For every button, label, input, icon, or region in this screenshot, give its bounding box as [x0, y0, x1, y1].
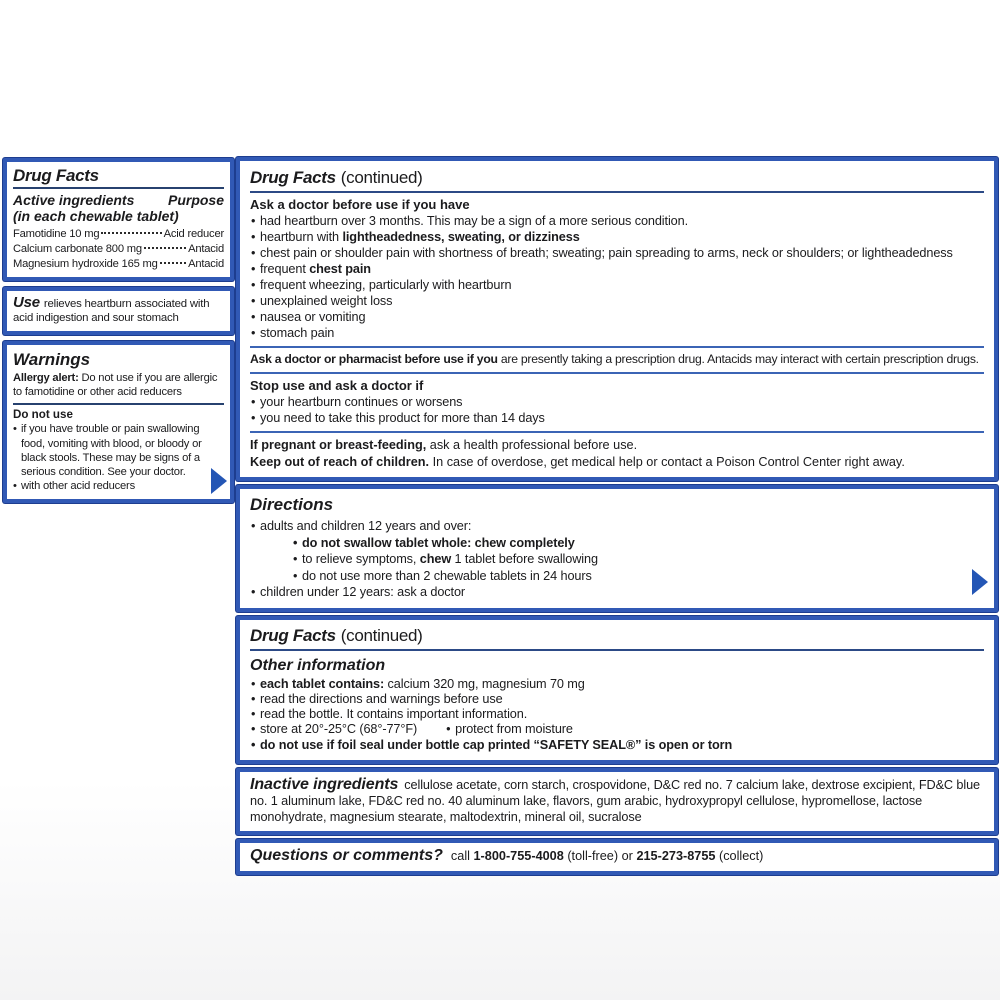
bullet-text: frequent	[260, 262, 310, 276]
use-text: relieves heartburn associated with acid indigestion and sour stomach	[13, 298, 210, 324]
ingredient-purpose: Antacid	[188, 258, 224, 270]
directions-sub-bullet	[292, 551, 984, 568]
drug-facts-continued-title	[250, 167, 984, 188]
or-label: or	[621, 849, 633, 864]
questions-heading: Questions or comments?	[250, 847, 443, 865]
ask-pharmacist-line	[250, 352, 984, 367]
ask-pharmacist-text: are presently taking a prescription drug. Antacids may interact with certain prescription drugs.	[497, 352, 979, 366]
ask-doctor-bullet: • had heartburn over 3 months. This may be a sign of a more serious condition.	[250, 213, 984, 229]
keep-out-bold: Keep out of reach of children.	[250, 454, 430, 469]
warnings-section	[3, 341, 234, 503]
allergy-alert	[13, 371, 224, 399]
ask-doctor-bullet: • nausea or vomiting	[250, 309, 984, 325]
directions-sub-bullet: • do not use more than 2 chewable tablets in 24 hours	[292, 568, 984, 585]
title-divider	[250, 649, 984, 651]
stop-use-bullet: • your heartburn continues or worsens	[250, 394, 984, 410]
warning-bullet: • if you have trouble or pain swallowing food, vomiting with blood, or bloody or black stools. These may be signs of a serious condition. See your doctor.	[13, 422, 224, 479]
directions-heading: Directions	[250, 495, 334, 514]
continued-label: (continued)	[340, 625, 423, 645]
inactive-ingredients-list: cellulose acetate, corn starch, crospovidone, D&C red no. 7 calcium lake, dextrose excipient, FD&C blue no. 1 aluminum lake, FD&C red no. 40 aluminum lake, flavors, gum arabic, hydroxypropyl cellulose, hypromellose, lactose monohydrate, magnesium stearate, maltodextrin, mineral oil, sucralose	[250, 777, 981, 824]
drug-facts-title: Drug Facts	[250, 168, 336, 187]
storage-text: store at 20°-25°C (68°-77°F)	[260, 722, 418, 737]
section-divider	[250, 372, 984, 374]
ingredient-row	[13, 257, 224, 272]
bullet-text-bold: chew	[419, 552, 452, 566]
ask-doctor-bullet	[250, 261, 984, 277]
allergy-alert-label: Allergy alert:	[13, 372, 79, 384]
use-heading: Use	[13, 294, 40, 311]
bullet-text-bold: chest pain	[309, 262, 371, 276]
drug-facts-left-panel	[3, 158, 234, 503]
other-info-bullet: • read the bottle. It contains important information.	[250, 707, 984, 722]
pregnancy-line	[250, 437, 984, 454]
other-information-heading: Other information	[250, 656, 386, 674]
bullet-text: calcium 320 mg, magnesium 70 mg	[384, 676, 585, 691]
ask-doctor-bullet: • chest pain or shoulder pain with shortness of breath; sweating; pain spreading to arms, neck or shoulders; or lightheadedness	[250, 245, 984, 261]
ask-doctor-heading: Ask a doctor before use if you have	[250, 197, 470, 212]
other-info-bullet	[250, 722, 984, 737]
toll-free-note: (toll-free)	[567, 849, 619, 864]
drug-facts-continued-title	[250, 625, 984, 646]
continue-arrow-icon	[211, 468, 227, 494]
do-not-use-heading: Do not use	[13, 408, 73, 422]
phone-collect: 215-273-8755	[636, 849, 716, 864]
safety-seal-bullet: • do not use if foil seal under bottle cap printed “SAFETY SEAL®” is open or torn	[250, 738, 984, 753]
drug-facts-title: Drug Facts	[13, 166, 99, 185]
keep-out-of-reach-line	[250, 454, 984, 471]
inactive-ingredients-section	[236, 768, 998, 835]
warnings-heading: Warnings	[13, 350, 91, 369]
pregnancy-bold: If pregnant or breast-feeding,	[250, 438, 427, 452]
bullet-text: heartburn with	[260, 230, 343, 244]
section-divider	[250, 431, 984, 433]
ingredient-row	[13, 227, 224, 242]
directions-bullet: • adults and children 12 years and over:	[250, 518, 984, 535]
ingredient-name: Calcium carbonate 800 mg	[13, 243, 142, 255]
keep-out-text: In case of overdose, get medical help or contact a Poison Control Center right away.	[429, 454, 905, 469]
stop-use-heading: Stop use and ask a doctor if	[250, 378, 424, 393]
warnings-continued-section	[236, 157, 998, 481]
ask-doctor-bullet: • stomach pain	[250, 325, 984, 341]
bullet-text: to relieve symptoms,	[302, 552, 420, 566]
other-information-section	[236, 616, 998, 764]
inactive-ingredients-heading: Inactive ingredients	[250, 775, 399, 793]
questions-section	[236, 839, 998, 875]
directions-bullet: • children under 12 years: ask a doctor	[250, 584, 984, 601]
other-info-bullet	[250, 677, 984, 692]
continued-label: (continued)	[340, 168, 423, 187]
ingredient-purpose: Acid reducer	[163, 228, 224, 240]
ask-doctor-bullet: • frequent wheezing, particularly with heartburn	[250, 277, 984, 293]
ask-doctor-bullet	[250, 229, 984, 245]
ask-pharmacist-bold: Ask a doctor or pharmacist before use if you	[250, 352, 498, 366]
pregnancy-text: ask a health professional before use.	[426, 438, 638, 452]
bullet-text: 1 tablet before swallowing	[451, 552, 598, 566]
dot-leader	[144, 247, 186, 249]
directions-sub-bullet: • do not swallow tablet whole: chew completely	[292, 535, 984, 552]
dot-leader	[101, 232, 161, 234]
directions-section	[236, 485, 998, 612]
other-info-bullet: • read the directions and warnings before use	[250, 692, 984, 707]
title-divider	[250, 191, 984, 193]
ingredient-purpose: Antacid	[188, 243, 224, 255]
drug-facts-title: Drug Facts	[250, 625, 336, 645]
dot-leader	[160, 262, 186, 264]
moisture-bullet: • protect from moisture	[445, 722, 573, 736]
continue-arrow-icon	[972, 569, 988, 595]
title-divider	[13, 187, 224, 189]
warning-bullet: • with other acid reducers	[13, 479, 224, 493]
active-ingredients-header	[13, 192, 224, 208]
ingredient-row	[13, 242, 224, 257]
bullet-text-bold: lightheadedness, sweating, or dizziness	[342, 230, 580, 244]
ingredient-name: Magnesium hydroxide 165 mg	[13, 258, 158, 270]
drug-facts-right-panel	[236, 157, 998, 875]
active-ingredients-heading: Active ingredients	[13, 192, 135, 208]
phone-toll-free: 1-800-755-4008	[473, 849, 564, 864]
section-divider	[250, 346, 984, 348]
per-tablet-note: (in each chewable tablet)	[13, 208, 179, 224]
active-ingredients-section	[3, 158, 234, 281]
warnings-divider	[13, 403, 224, 405]
questions-line	[250, 847, 984, 865]
stop-use-bullet: • you need to take this product for more than 14 days	[250, 410, 984, 426]
bullet-text-bold: each tablet contains:	[260, 676, 385, 691]
call-label: call	[450, 849, 470, 864]
use-section	[3, 287, 234, 335]
collect-note: (collect)	[718, 849, 764, 864]
allergy-alert-text: Do not use if you are allergic to famotidine or other acid reducers	[13, 372, 218, 399]
ask-doctor-bullet: • unexplained weight loss	[250, 293, 984, 309]
ingredient-name: Famotidine 10 mg	[13, 228, 100, 240]
inactive-ingredients-paragraph	[250, 777, 984, 825]
purpose-heading: Purpose	[167, 192, 224, 208]
